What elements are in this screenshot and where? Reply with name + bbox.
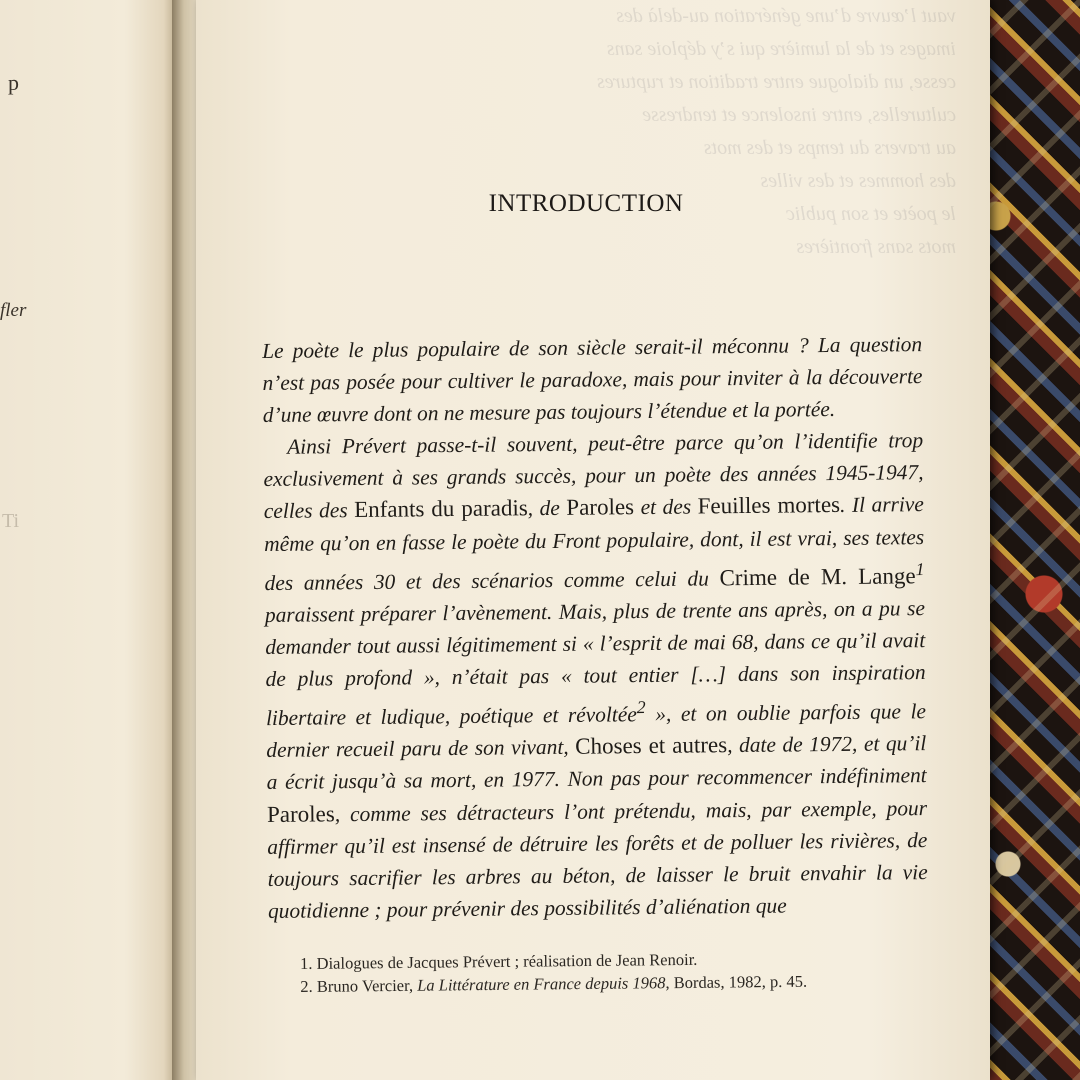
- paragraph-2: [263, 424, 928, 927]
- book-page: [196, 0, 990, 1080]
- left-page-fragment-p: p: [8, 70, 19, 95]
- text-span: , de: [527, 496, 567, 521]
- text-span: . Il arrive même qu’on en fasse le poète du Front populaire, dont, il est vrai, ses textes des années 30 et des scénarios comme celui du: [264, 492, 925, 595]
- text-span: 2. Bruno Vercier,: [300, 975, 418, 996]
- text-span: , comme ses détracteurs l’ont prétendu, mais, par exemple, pour affirmer qu’il est insensé de détruire les forêts et de polluer les rivières, de toujours sacrifier les arbres au béton, de laisser le bruit envahir la vie quotidienne ; pour prévenir des possibilités d’aliénation que: [267, 795, 928, 923]
- footnotes: [300, 945, 940, 998]
- title-paroles: Paroles: [266, 800, 335, 827]
- title-feuilles-mortes: Feuilles mortes: [697, 492, 841, 519]
- show-through-text: vaut l’œuvre d’une génération au-delà des images et de la lumière qui s’y déploie sans cesse, un dialogue entre tradition et ruptures culturelles, entre insolence et tendresse au travers du temps et des mots des hommes et des villes le poète et son public mots sans frontières: [596, 5, 956, 258]
- left-page-fragment-ti: Ti: [2, 510, 20, 532]
- paragraph-1: Le poète le plus populaire de son siècle serait-il méconnu ? La question n’est pas posée pour cultiver le paradoxe, mais pour inviter à la découverte d’une œuvre dont on ne mesure pas toujours l’étendue et la portée.: [262, 332, 923, 428]
- title-paroles: Paroles: [566, 494, 635, 521]
- body-text: [262, 328, 928, 927]
- title-crime-de-m-lange: Crime de M. Lange: [719, 562, 916, 591]
- footnote-ref-2: 2: [636, 697, 646, 718]
- text-span: Ainsi Prévert passe-t-il souvent, peut-être parce qu’on l’identifie trop exclusivement à ses grands succès, pour un poète des années 1945-1947, celles des: [263, 428, 924, 524]
- text-span: et des: [633, 494, 698, 520]
- title-enfants-du-paradis: Enfants du paradis: [354, 495, 528, 523]
- text-span: , Bordas, 1982, p. 45.: [665, 971, 808, 993]
- text-span: paraissent préparer l’avènement. Mais, plus de trente ans après, on a pu se demander tout aussi légitimement si « l’esprit de mai 68, dans ce qu’il avait de plus profond », n’était pas « tout entier […] dans son inspiration libertaire et ludique, poétique et révoltée: [264, 595, 926, 731]
- left-page-fragment-fler: fler: [0, 300, 27, 321]
- chapter-heading: INTRODUCTION: [488, 190, 684, 217]
- footnote-1: 1. Dialogues de Jacques Prévert ; réalisation de Jean Renoir.: [300, 949, 698, 973]
- text-span: , date de 1972, et qu’il a écrit jusqu’à sa mort, en 1977. Non pas pour recommencer indéfiniment: [266, 731, 927, 795]
- text-span: », et on oublie parfois que le dernier recueil paru de son vivant,: [266, 699, 927, 763]
- left-page: [0, 0, 178, 1080]
- cited-book-title: La Littérature en France depuis 1968: [417, 973, 666, 995]
- footnote-ref-1: 1: [915, 558, 925, 579]
- title-choses-et-autres: Choses et autres: [575, 732, 728, 760]
